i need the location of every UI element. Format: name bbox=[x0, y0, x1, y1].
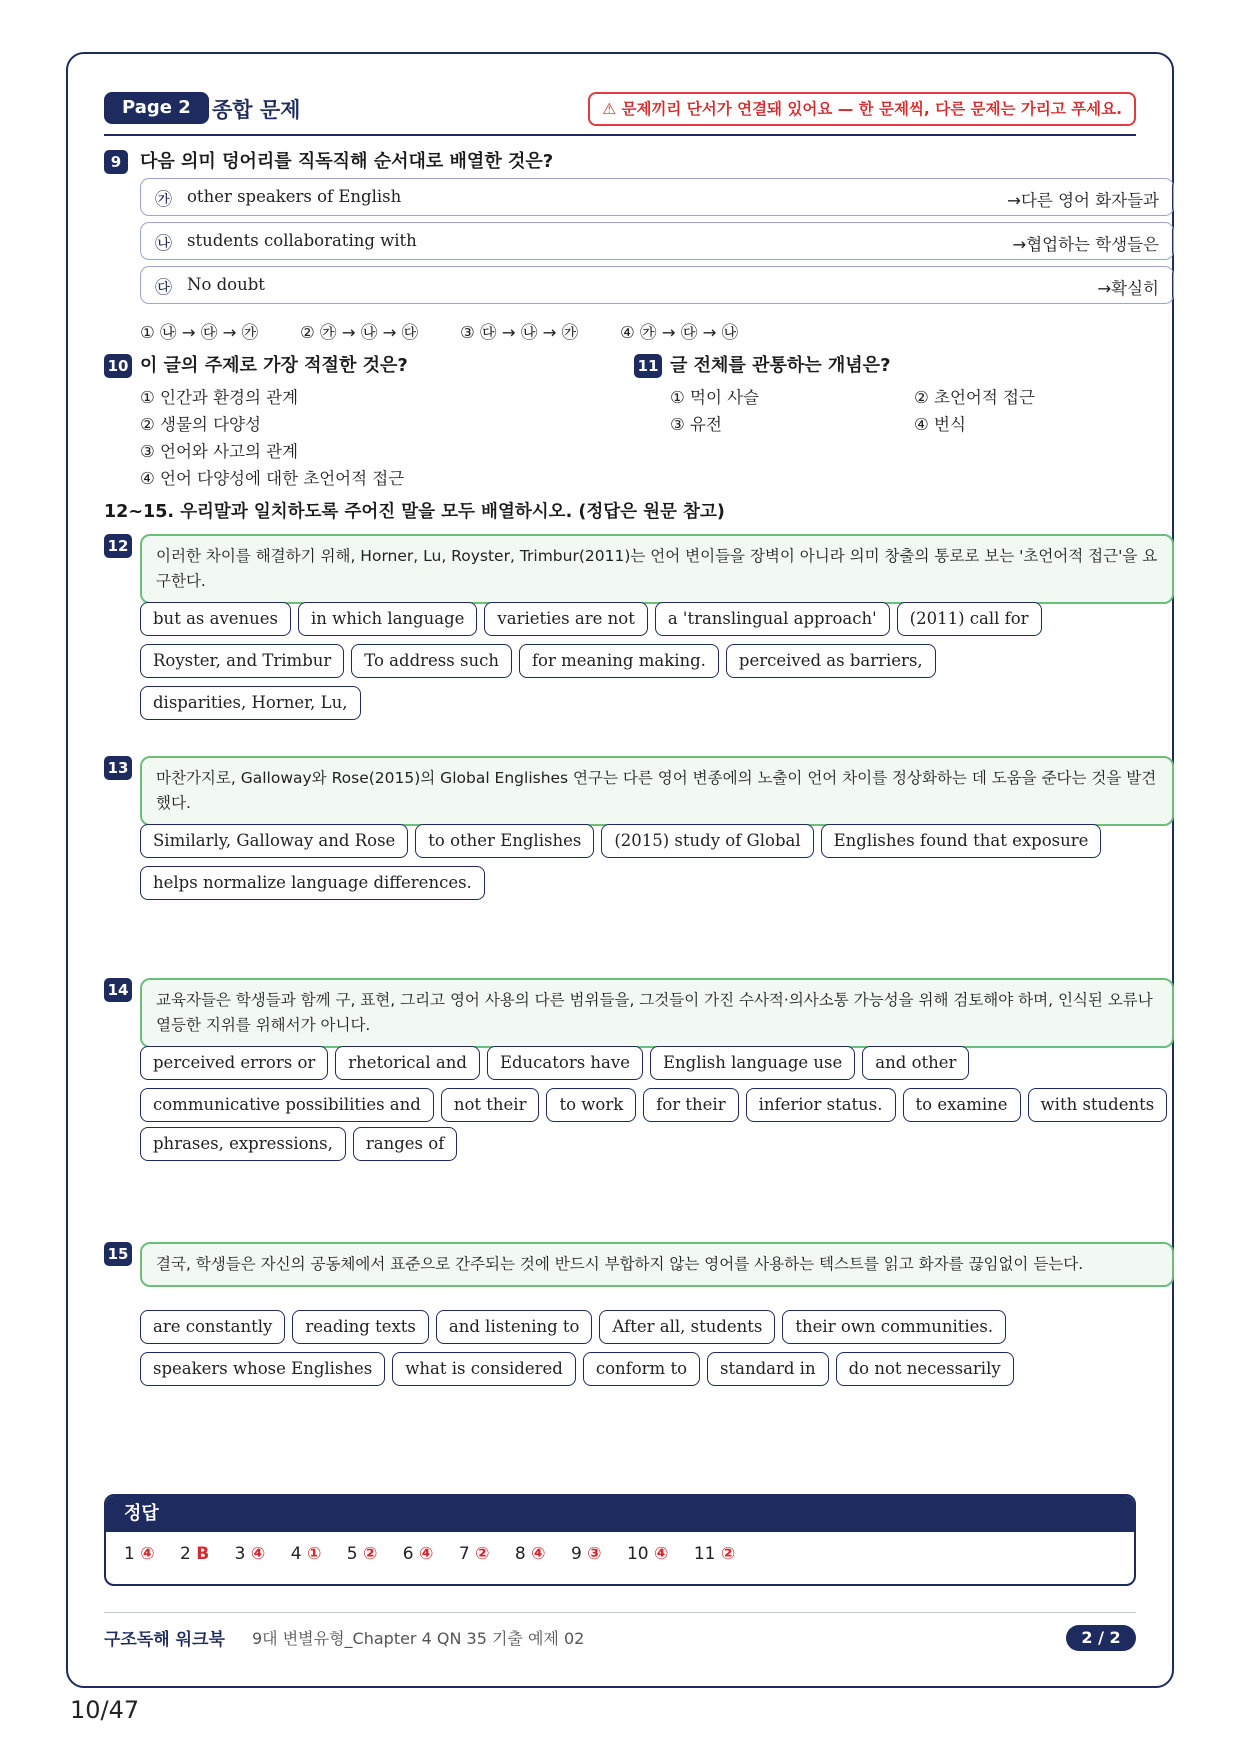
chunk-marker: ㉯ bbox=[155, 234, 172, 254]
q9-option-3[interactable]: ③ ㉰ → ㉯ → ㉮ bbox=[460, 323, 579, 342]
word-tile[interactable]: do not necessarily bbox=[836, 1352, 1014, 1386]
answer-item bbox=[291, 1544, 322, 1564]
question-number-15: 15 bbox=[104, 1242, 132, 1266]
footer-brand: 구조독해 워크북 bbox=[104, 1630, 225, 1650]
chunk-english: students collaborating with bbox=[187, 231, 417, 250]
chunk-english: other speakers of English bbox=[187, 187, 402, 206]
word-tile[interactable]: ranges of bbox=[353, 1127, 457, 1161]
word-tile[interactable]: rhetorical and bbox=[335, 1046, 480, 1080]
q9-option-1[interactable]: ① ㉯ → ㉰ → ㉮ bbox=[140, 323, 259, 342]
answer-value: ② bbox=[720, 1544, 736, 1564]
answer-item bbox=[180, 1544, 209, 1564]
question-number-13: 13 bbox=[104, 756, 132, 780]
answer-key-title: 정답 bbox=[106, 1496, 1134, 1532]
word-tile[interactable]: inferior status. bbox=[746, 1088, 896, 1122]
answer-value: ② bbox=[362, 1544, 378, 1564]
q11-option-2[interactable]: ② 초언어적 접근 bbox=[914, 388, 1035, 407]
answer-value: B bbox=[196, 1544, 210, 1564]
word-tile[interactable]: varieties are not bbox=[484, 602, 647, 636]
answer-number: 2 bbox=[180, 1544, 191, 1564]
answer-list bbox=[106, 1532, 1134, 1564]
q10-option-3[interactable]: ③ 언어와 사고의 관계 bbox=[140, 442, 299, 461]
word-tile[interactable]: but as avenues bbox=[140, 602, 291, 636]
word-tile[interactable]: To address such bbox=[351, 644, 512, 678]
q15-korean-box: 결국, 학생들은 자신의 공동체에서 표준으로 간주되는 것에 반드시 부합하지 않는 영어를 사용하는 텍스트를 읽고 화자를 끊임없이 듣는다. bbox=[140, 1242, 1174, 1287]
answer-item bbox=[515, 1544, 546, 1564]
answer-number: 11 bbox=[693, 1544, 716, 1564]
word-tile[interactable]: English language use bbox=[650, 1046, 855, 1080]
word-tile[interactable]: (2011) call for bbox=[897, 602, 1042, 636]
answer-number: 7 bbox=[458, 1544, 470, 1564]
chunk-korean: →확실히 bbox=[1097, 279, 1159, 298]
word-tile[interactable]: to other Englishes bbox=[415, 824, 594, 858]
word-tile[interactable]: to work bbox=[546, 1088, 636, 1122]
answer-item bbox=[403, 1544, 434, 1564]
question-11-text: 글 전체를 관통하는 개념은? bbox=[670, 355, 891, 376]
answer-number: 8 bbox=[514, 1544, 526, 1564]
word-tile[interactable]: Educators have bbox=[487, 1046, 643, 1080]
word-tile[interactable]: (2015) study of Global bbox=[601, 824, 813, 858]
page-pill: Page 2 bbox=[104, 92, 209, 124]
answer-item bbox=[347, 1544, 378, 1564]
chunk-english: No doubt bbox=[187, 275, 265, 294]
word-tile[interactable]: standard in bbox=[707, 1352, 829, 1386]
chunk-da bbox=[140, 266, 1174, 304]
q12-korean-box: 이러한 차이를 해결하기 위해, Horner, Lu, Royster, Trimbur(2011)는 언어 변이들을 장벽이 아니라 의미 창출의 통로로 보는 '초언어적 접근'을 요구한다. bbox=[140, 534, 1174, 604]
word-tile[interactable]: a 'translingual approach' bbox=[655, 602, 890, 636]
document-page-number: 10/47 bbox=[70, 1696, 140, 1724]
page-title: 종합 문제 bbox=[212, 98, 301, 122]
q9-option-4[interactable]: ④ ㉮ → ㉰ → ㉯ bbox=[620, 323, 739, 342]
answer-number: 4 bbox=[290, 1544, 302, 1564]
answer-number: 1 bbox=[124, 1544, 135, 1564]
answer-number: 5 bbox=[346, 1544, 358, 1564]
word-tile[interactable]: not their bbox=[441, 1088, 540, 1122]
q11-option-1[interactable]: ① 먹이 사슬 bbox=[670, 388, 760, 407]
page-header bbox=[104, 90, 1136, 136]
word-tile[interactable]: After all, students bbox=[599, 1310, 775, 1344]
word-tile[interactable]: and other bbox=[862, 1046, 969, 1080]
question-number-14: 14 bbox=[104, 978, 132, 1002]
question-number-10: 10 bbox=[104, 354, 132, 378]
q10-option-4[interactable]: ④ 언어 다양성에 대한 초언어적 접근 bbox=[140, 469, 405, 488]
answer-value: ④ bbox=[531, 1544, 546, 1564]
footer-page-badge: 2 / 2 bbox=[1066, 1625, 1136, 1651]
answer-value: ④ bbox=[654, 1544, 669, 1564]
q14-tiles bbox=[140, 1046, 1180, 1169]
word-tile[interactable]: speakers whose Englishes bbox=[140, 1352, 385, 1386]
word-tile[interactable]: are constantly bbox=[140, 1310, 285, 1344]
word-tile[interactable]: to examine bbox=[903, 1088, 1021, 1122]
word-tile[interactable]: in which language bbox=[298, 602, 477, 636]
answer-number: 3 bbox=[234, 1544, 246, 1564]
warning-banner: ⚠ 문제끼리 단서가 연결돼 있어요 — 한 문제씩, 다른 문제는 가리고 푸세요. bbox=[588, 92, 1136, 126]
word-tile[interactable]: perceived errors or bbox=[140, 1046, 328, 1080]
answer-value: ③ bbox=[587, 1544, 602, 1564]
answer-value: ④ bbox=[140, 1544, 155, 1564]
answer-value: ① bbox=[306, 1544, 322, 1564]
answer-item bbox=[124, 1544, 155, 1564]
q9-option-2[interactable]: ② ㉮ → ㉯ → ㉰ bbox=[300, 323, 419, 342]
word-tile[interactable]: perceived as barriers, bbox=[726, 644, 936, 678]
answer-value: ② bbox=[475, 1544, 490, 1564]
word-tile[interactable]: for meaning making. bbox=[519, 644, 719, 678]
answer-item bbox=[627, 1544, 668, 1564]
chunk-na bbox=[140, 222, 1174, 260]
word-tile[interactable]: helps normalize language differences. bbox=[140, 866, 485, 900]
word-tile[interactable]: Similarly, Galloway and Rose bbox=[140, 824, 408, 858]
page-footer bbox=[104, 1612, 1136, 1657]
word-tile[interactable]: and listening to bbox=[436, 1310, 593, 1344]
word-tile[interactable]: conform to bbox=[583, 1352, 700, 1386]
chunk-ga bbox=[140, 178, 1174, 216]
q15-tiles bbox=[140, 1310, 1150, 1394]
question-10-text: 이 글의 주제로 가장 적절한 것은? bbox=[140, 355, 408, 376]
q11-option-4[interactable]: ④ 번식 bbox=[914, 415, 966, 434]
question-number-9: 9 bbox=[104, 150, 128, 174]
q11-option-3[interactable]: ③ 유전 bbox=[670, 415, 722, 434]
word-tile[interactable]: their own communities. bbox=[782, 1310, 1006, 1344]
q10-option-1[interactable]: ① 인간과 환경의 관계 bbox=[140, 388, 299, 407]
answer-number: 10 bbox=[626, 1544, 649, 1564]
q13-tiles bbox=[140, 824, 1150, 908]
answer-value: ④ bbox=[419, 1544, 434, 1564]
section-instructions: 12~15. 우리말과 일치하도록 주어진 말을 모두 배열하시오. (정답은 원문 참고) bbox=[104, 502, 725, 522]
word-tile[interactable]: with students bbox=[1028, 1088, 1168, 1122]
q13-korean-box: 마찬가지로, Galloway와 Rose(2015)의 Global Englishes 연구는 다른 영어 변종에의 노출이 언어 차이를 정상화하는 데 도움을 준다는 것을 발견했다. bbox=[140, 756, 1174, 826]
word-tile[interactable]: communicative possibilities and bbox=[140, 1088, 434, 1122]
chunk-marker: ㉰ bbox=[155, 278, 172, 298]
footer-subtitle: 9대 변별유형_Chapter 4 QN 35 기출 예제 02 bbox=[252, 1629, 585, 1648]
answer-item bbox=[571, 1544, 602, 1564]
word-tile[interactable]: Englishes found that exposure bbox=[821, 824, 1102, 858]
answer-value: ④ bbox=[250, 1544, 266, 1564]
word-tile[interactable]: Royster, and Trimbur bbox=[140, 644, 344, 678]
word-tile[interactable]: what is considered bbox=[392, 1352, 576, 1386]
word-tile[interactable]: reading texts bbox=[292, 1310, 429, 1344]
chunk-korean: →협업하는 학생들은 bbox=[1012, 235, 1159, 254]
q14-korean-box: 교육자들은 학생들과 함께 구, 표현, 그리고 영어 사용의 다른 범위들을, 그것들이 가진 수사적·의사소통 가능성을 위해 검토해야 하며, 인식된 오류나 열등한 지위를 위해서가 아니다. bbox=[140, 978, 1174, 1048]
word-tile[interactable]: disparities, Horner, Lu, bbox=[140, 686, 361, 720]
answer-item bbox=[694, 1544, 735, 1564]
chunk-marker: ㉮ bbox=[155, 190, 172, 210]
q12-tiles bbox=[140, 602, 1150, 728]
answer-item bbox=[459, 1544, 490, 1564]
q10-option-2[interactable]: ② 생물의 다양성 bbox=[140, 415, 261, 434]
question-9-text: 다음 의미 덩어리를 직독직해 순서대로 배열한 것은? bbox=[140, 151, 554, 172]
question-number-12: 12 bbox=[104, 534, 132, 558]
word-tile[interactable]: for their bbox=[643, 1088, 738, 1122]
answer-number: 9 bbox=[570, 1544, 582, 1564]
chunk-korean: →다른 영어 화자들과 bbox=[1007, 191, 1159, 210]
worksheet-page bbox=[66, 52, 1174, 1688]
answer-number: 6 bbox=[402, 1544, 414, 1564]
answer-item bbox=[235, 1544, 266, 1564]
word-tile[interactable]: phrases, expressions, bbox=[140, 1127, 346, 1161]
question-number-11: 11 bbox=[634, 354, 662, 378]
answer-key bbox=[104, 1494, 1136, 1586]
